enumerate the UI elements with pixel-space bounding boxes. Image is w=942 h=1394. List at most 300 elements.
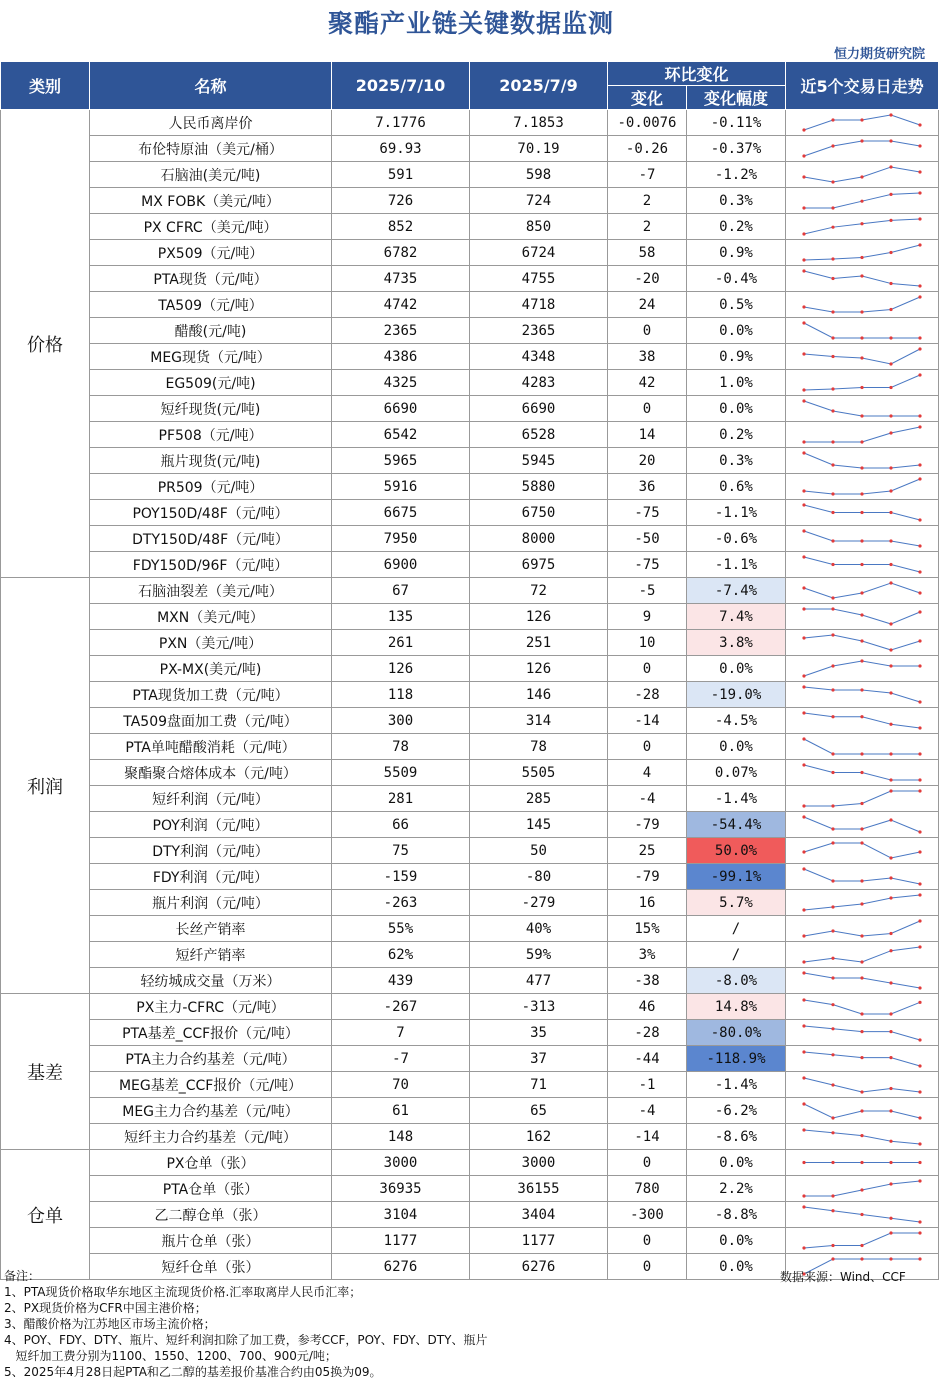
value-date1: 5509 [332, 760, 470, 786]
table-row [1, 422, 939, 448]
value-date1: 7950 [332, 526, 470, 552]
sparkline-point [802, 489, 805, 492]
sparkline-point [860, 1030, 863, 1033]
sparkline-point [889, 691, 892, 694]
row-name: PTA现货（元/吨） [90, 266, 332, 292]
value-date1: 61 [332, 1098, 470, 1124]
sparkline-point [802, 128, 805, 131]
sparkline-point [831, 1209, 834, 1212]
value-change-pct: 0.07% [687, 760, 786, 786]
table-row [1, 734, 939, 760]
sparkline-point [918, 610, 921, 613]
sparkline-point [831, 804, 834, 807]
trend-sparkline [786, 864, 939, 890]
sparkline-point [918, 170, 921, 173]
sparkline-point [802, 352, 805, 355]
trend-sparkline [786, 838, 939, 864]
table-row [1, 1046, 939, 1072]
sparkline-point [918, 789, 921, 792]
value-change: 58 [608, 240, 687, 266]
value-change-pct: -8.0% [687, 968, 786, 994]
sparkline-point [889, 362, 892, 365]
value-date1: 2365 [332, 318, 470, 344]
value-date1: 70 [332, 1072, 470, 1098]
sparkline-point [802, 399, 805, 402]
sparkline-point [860, 639, 863, 642]
value-date2: 4755 [470, 266, 608, 292]
sparkline-point [918, 1257, 921, 1260]
sparkline-line [804, 323, 920, 338]
value-change: -50 [608, 526, 687, 552]
category-cell: 价格 [1, 110, 90, 578]
value-change-pct: -1.1% [687, 500, 786, 526]
row-name: 短纤现货(元/吨) [90, 396, 332, 422]
value-date1: 75 [332, 838, 470, 864]
value-change-pct: / [687, 916, 786, 942]
value-date1: 3000 [332, 1150, 470, 1176]
value-date1: 55% [332, 916, 470, 942]
value-date2: 4283 [470, 370, 608, 396]
note-line: 3、醋酸价格为江苏地区市场主流价格； [4, 1317, 216, 1331]
table-row [1, 136, 939, 162]
sparkline-point [889, 414, 892, 417]
value-date2: 162 [470, 1124, 608, 1150]
sparkline-point [802, 850, 805, 853]
value-date2: 2365 [470, 318, 608, 344]
sparkline-point [831, 596, 834, 599]
value-date2: -80 [470, 864, 608, 890]
value-change-pct: 0.5% [687, 292, 786, 318]
trend-sparkline [786, 630, 939, 656]
value-change: -79 [608, 812, 687, 838]
sparkline-point [889, 308, 892, 311]
header-change-pct: 变化幅度 [687, 86, 786, 110]
value-change-pct: -54.4% [687, 812, 786, 838]
sparkline-point [889, 896, 892, 899]
table-row [1, 578, 939, 604]
value-change-pct: -0.4% [687, 266, 786, 292]
value-change-pct: 0.0% [687, 318, 786, 344]
value-date1: 6900 [332, 552, 470, 578]
value-date1: 78 [332, 734, 470, 760]
value-date1: 6542 [332, 422, 470, 448]
value-change: -1 [608, 1072, 687, 1098]
sparkline-point [802, 388, 805, 391]
row-name: 布伦特原油（美元/桶） [90, 136, 332, 162]
value-date2: 598 [470, 162, 608, 188]
value-date1: 1177 [332, 1228, 470, 1254]
value-change: -14 [608, 708, 687, 734]
sparkline-point [889, 622, 892, 625]
value-date1: 7.1776 [332, 110, 470, 136]
row-name: TA509盘面加工费（元/吨） [90, 708, 332, 734]
sparkline-point [918, 1161, 921, 1164]
table-row [1, 188, 939, 214]
value-date1: -263 [332, 890, 470, 916]
page-title: 聚酯产业链关键数据监测 [327, 9, 614, 38]
value-change: -14 [608, 1124, 687, 1150]
table-row [1, 500, 939, 526]
row-name: 石脑油裂差（美元/吨） [90, 578, 332, 604]
value-date2: 1177 [470, 1228, 608, 1254]
header-name: 名称 [90, 62, 332, 110]
sparkline-point [802, 305, 805, 308]
sparkline-point [918, 700, 921, 703]
value-date2: 6724 [470, 240, 608, 266]
note-line: 4、POY、FDY、DTY、瓶片、短纤利润扣除了加工费，参考CCF，POY、FDY、DTY、瓶片 [4, 1333, 488, 1347]
sparkline-point [802, 867, 805, 870]
sparkline-point [831, 929, 834, 932]
value-change: 10 [608, 630, 687, 656]
value-date2: 5505 [470, 760, 608, 786]
sparkline-point [889, 113, 892, 116]
sparkline-point [918, 414, 921, 417]
value-change: 46 [608, 994, 687, 1020]
row-name: EG509(元/吨) [90, 370, 332, 396]
trend-sparkline [786, 1072, 939, 1098]
sparkline-point [860, 591, 863, 594]
sparkline-point [889, 876, 892, 879]
value-change-pct: -1.4% [687, 1072, 786, 1098]
sparkline-point [889, 165, 892, 168]
header-category: 类别 [1, 62, 90, 110]
value-date1: -159 [332, 864, 470, 890]
table-row [1, 1202, 939, 1228]
sparkline-line [804, 531, 920, 546]
row-name: PTA单吨醋酸消耗（元/吨） [90, 734, 332, 760]
table-row [1, 942, 939, 968]
value-change: -4 [608, 1098, 687, 1124]
sparkline-point [831, 1161, 834, 1164]
value-change: 16 [608, 890, 687, 916]
sparkline-line [804, 843, 920, 858]
sparkline-point [802, 711, 805, 714]
sparkline-point [918, 850, 921, 853]
sparkline-point [831, 355, 834, 358]
sparkline-point [831, 879, 834, 882]
value-date1: 852 [332, 214, 470, 240]
sparkline-point [918, 1038, 921, 1041]
value-date1: 4386 [332, 344, 470, 370]
table-row [1, 812, 939, 838]
sparkline-point [802, 1024, 805, 1027]
table-row [1, 1098, 939, 1124]
value-date2: 4348 [470, 344, 608, 370]
value-date2: 477 [470, 968, 608, 994]
table-row [1, 474, 939, 500]
value-change-pct: -8.6% [687, 1124, 786, 1150]
sparkline-point [889, 386, 892, 389]
sparkline-point [889, 511, 892, 514]
sparkline-point [889, 1030, 892, 1033]
value-change-pct: 0.9% [687, 344, 786, 370]
trend-sparkline [786, 1046, 939, 1072]
sparkline-point [889, 466, 892, 469]
row-name: PTA仓单（张） [90, 1176, 332, 1202]
value-date1: 62% [332, 942, 470, 968]
data-table [0, 61, 939, 1280]
table-row [1, 1176, 939, 1202]
sparkline-point [860, 1134, 863, 1137]
row-name: PX CFRC（美元/吨） [90, 214, 332, 240]
sparkline-point [860, 1161, 863, 1164]
value-date1: 66 [332, 812, 470, 838]
table-row [1, 1124, 939, 1150]
sparkline-point [831, 1244, 834, 1247]
value-change: 0 [608, 734, 687, 760]
table-row [1, 604, 939, 630]
value-date2: 72 [470, 578, 608, 604]
value-date2: 70.19 [470, 136, 608, 162]
value-change-pct: / [687, 942, 786, 968]
sparkline-point [889, 752, 892, 755]
trend-sparkline [786, 110, 939, 136]
sparkline-point [831, 957, 834, 960]
trend-sparkline [786, 786, 939, 812]
sparkline-point [889, 282, 892, 285]
sparkline-point [860, 440, 863, 443]
sparkline-point [860, 222, 863, 225]
value-change-pct: -8.8% [687, 1202, 786, 1228]
value-date1: 591 [332, 162, 470, 188]
sparkline-point [831, 1116, 834, 1119]
value-date2: 7.1853 [470, 110, 608, 136]
trend-sparkline [786, 344, 939, 370]
value-date1: 3104 [332, 1202, 470, 1228]
sparkline-point [889, 1086, 892, 1089]
trend-sparkline [786, 162, 939, 188]
value-date1: 6782 [332, 240, 470, 266]
sparkline-point [889, 856, 892, 859]
sparkline-point [831, 563, 834, 566]
sparkline-point [802, 998, 805, 1001]
value-change-pct: 1.0% [687, 370, 786, 396]
row-name: POY150D/48F（元/吨） [90, 500, 332, 526]
value-change: 2 [608, 214, 687, 240]
sparkline-point [889, 1231, 892, 1234]
value-date1: 7 [332, 1020, 470, 1046]
trend-sparkline [786, 760, 939, 786]
row-name: 短纤利润（元/吨） [90, 786, 332, 812]
table-row [1, 864, 939, 890]
sparkline-point [918, 477, 921, 480]
row-name: 瓶片仓单（张） [90, 1228, 332, 1254]
value-date2: 3404 [470, 1202, 608, 1228]
value-change: -44 [608, 1046, 687, 1072]
value-date2: 850 [470, 214, 608, 240]
trend-sparkline [786, 552, 939, 578]
category-cell: 仓单 [1, 1150, 90, 1280]
value-date1: 4325 [332, 370, 470, 396]
sparkline-point [889, 664, 892, 667]
note-line: 短纤加工费分别为1100、1550、1200、700、900元/吨； [4, 1349, 337, 1363]
value-change-pct: 14.8% [687, 994, 786, 1020]
table-row [1, 292, 939, 318]
value-date1: 4735 [332, 266, 470, 292]
value-date1: 118 [332, 682, 470, 708]
value-date1: -7 [332, 1046, 470, 1072]
value-date2: 50 [470, 838, 608, 864]
value-change-pct: -0.6% [687, 526, 786, 552]
sparkline-point [831, 841, 834, 844]
sparkline-line [804, 947, 920, 962]
sparkline-line [804, 921, 920, 936]
value-date2: 59% [470, 942, 608, 968]
table-row [1, 916, 939, 942]
sparkline-point [860, 356, 863, 359]
row-name: 人民币离岸价 [90, 110, 332, 136]
value-change-pct: -99.1% [687, 864, 786, 890]
row-name: MEG基差_CCF报价（元/吨） [90, 1072, 332, 1098]
sparkline-point [802, 154, 805, 157]
value-date2: 126 [470, 604, 608, 630]
trend-sparkline [786, 734, 939, 760]
value-date1: 69.93 [332, 136, 470, 162]
sparkline-point [831, 180, 834, 183]
row-name: PX主力-CFRC（元/吨） [90, 994, 332, 1020]
table-row [1, 994, 939, 1020]
value-date2: 35 [470, 1020, 608, 1046]
value-change: -38 [608, 968, 687, 994]
sparkline-point [889, 431, 892, 434]
value-change: -4 [608, 786, 687, 812]
row-name: 聚酯聚合熔体成本（元/吨） [90, 760, 332, 786]
value-date1: 6276 [332, 1254, 470, 1280]
value-change: -28 [608, 682, 687, 708]
value-change: 9 [608, 604, 687, 630]
sparkline-point [802, 1102, 805, 1105]
sparkline-line [804, 297, 920, 312]
sparkline-point [860, 1188, 863, 1191]
value-change: 4 [608, 760, 687, 786]
table-row [1, 760, 939, 786]
value-change: -7 [608, 162, 687, 188]
value-change: 3% [608, 942, 687, 968]
table-row [1, 370, 939, 396]
sparkline-point [860, 715, 863, 718]
sparkline-point [831, 1053, 834, 1056]
table-row [1, 214, 939, 240]
sparkline-line [804, 219, 920, 234]
value-change-pct: 0.9% [687, 240, 786, 266]
value-date1: 281 [332, 786, 470, 812]
value-date2: 724 [470, 188, 608, 214]
table-row [1, 318, 939, 344]
sparkline-point [802, 529, 805, 532]
value-change-pct: -4.5% [687, 708, 786, 734]
value-change-pct: 0.3% [687, 188, 786, 214]
row-name: TA509（元/吨） [90, 292, 332, 318]
value-change-pct: 7.4% [687, 604, 786, 630]
row-name: PX509（元/吨） [90, 240, 332, 266]
value-change: 0 [608, 318, 687, 344]
sparkline-point [918, 544, 921, 547]
value-date1: 36935 [332, 1176, 470, 1202]
sparkline-point [889, 563, 892, 566]
value-date1: 148 [332, 1124, 470, 1150]
row-name: FDY150D/96F（元/吨） [90, 552, 332, 578]
row-name: 短纤仓单（张） [90, 1254, 332, 1280]
sparkline-point [860, 256, 863, 259]
sparkline-point [889, 818, 892, 821]
table-row [1, 968, 939, 994]
sparkline-point [831, 752, 834, 755]
trend-sparkline [786, 578, 939, 604]
sparkline-point [802, 815, 805, 818]
value-date1: -267 [332, 994, 470, 1020]
value-change: 42 [608, 370, 687, 396]
table-row [1, 1020, 939, 1046]
sparkline-point [860, 802, 863, 805]
value-date2: 5880 [470, 474, 608, 500]
sparkline-point [918, 1179, 921, 1182]
sparkline-point [860, 879, 863, 882]
row-name: PX仓单（张） [90, 1150, 332, 1176]
value-change: 15% [608, 916, 687, 942]
sparkline-point [918, 336, 921, 339]
trend-sparkline [786, 604, 939, 630]
sparkline-point [889, 723, 892, 726]
sparkline-point [831, 257, 834, 260]
sparkline-point [831, 664, 834, 667]
sparkline-point [802, 1246, 805, 1249]
sparkline-line [804, 661, 920, 676]
row-name: 石脑油(美元/吨) [90, 162, 332, 188]
value-date2: 145 [470, 812, 608, 838]
trend-sparkline [786, 1098, 939, 1124]
sparkline-point [831, 226, 834, 229]
value-date1: 67 [332, 578, 470, 604]
sparkline-point [860, 976, 863, 979]
sparkline-point [831, 511, 834, 514]
value-date2: 36155 [470, 1176, 608, 1202]
sparkline-point [918, 123, 921, 126]
sparkline-point [831, 688, 834, 691]
sparkline-point [918, 217, 921, 220]
sparkline-point [889, 1257, 892, 1260]
value-change-pct: 0.0% [687, 734, 786, 760]
sparkline-point [860, 1213, 863, 1216]
sparkline-point [831, 463, 834, 466]
sparkline-point [860, 659, 863, 662]
value-date2: 126 [470, 656, 608, 682]
table-row [1, 708, 939, 734]
sparkline-point [831, 310, 834, 313]
value-change-pct: -7.4% [687, 578, 786, 604]
sparkline-point [889, 251, 892, 254]
sparkline-point [831, 1083, 834, 1086]
sparkline-point [918, 191, 921, 194]
sparkline-point [802, 232, 805, 235]
trend-sparkline [786, 500, 939, 526]
value-change-pct: 2.2% [687, 1176, 786, 1202]
sparkline-point [889, 193, 892, 196]
table-row [1, 1150, 939, 1176]
sparkline-point [889, 489, 892, 492]
sparkline-line [804, 115, 920, 130]
row-name: 瓶片利润（元/吨） [90, 890, 332, 916]
sparkline-line [804, 453, 920, 468]
trend-sparkline [786, 526, 939, 552]
sparkline-point [918, 778, 921, 781]
sparkline-point [831, 771, 834, 774]
table-row [1, 656, 939, 682]
sparkline-point [889, 1217, 892, 1220]
trend-sparkline [786, 942, 939, 968]
trend-sparkline [786, 214, 939, 240]
value-change: -79 [608, 864, 687, 890]
sparkline-point [831, 144, 834, 147]
